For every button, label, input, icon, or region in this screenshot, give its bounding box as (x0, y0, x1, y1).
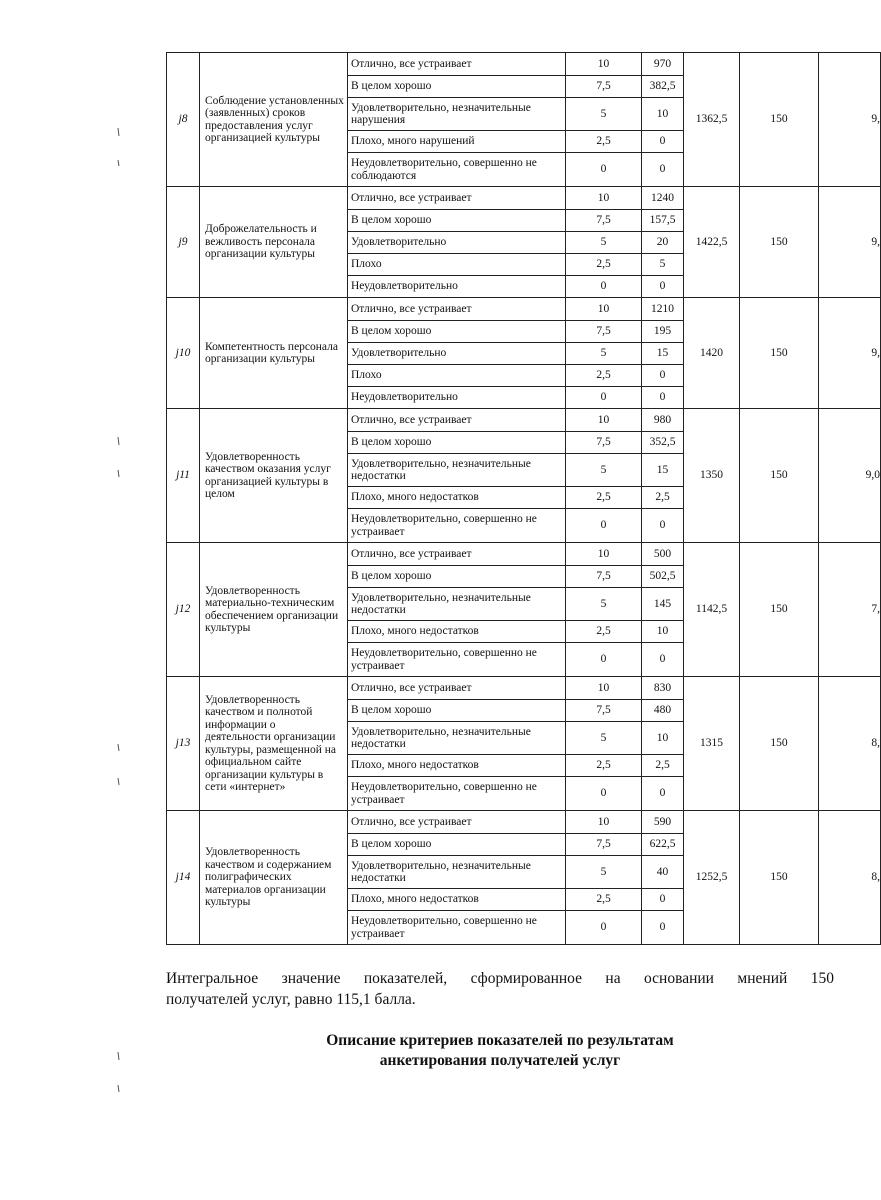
answer-value: 10 (642, 621, 684, 643)
answer-weight: 5 (566, 856, 642, 889)
answer-weight: 5 (566, 454, 642, 487)
answer-option: Неудовлетворительно, совершенно не устраивает (348, 643, 566, 677)
answer-weight: 10 (566, 298, 642, 321)
answer-value: 590 (642, 811, 684, 834)
answer-value: 0 (642, 643, 684, 677)
answer-option: Неудовлетворительно, совершенно не устраивает (348, 777, 566, 811)
indicator-id: j14 (167, 811, 200, 945)
answer-value: 15 (642, 454, 684, 487)
answer-option: Удовлетворительно, незначительные недостатки (348, 722, 566, 755)
answer-value: 830 (642, 677, 684, 700)
answer-weight: 7,5 (566, 321, 642, 343)
answer-option: Плохо, много недостатков (348, 487, 566, 509)
answer-weight: 2,5 (566, 621, 642, 643)
respondents-count: 150 (740, 53, 819, 187)
answer-option: Плохо (348, 254, 566, 276)
indicator-sum: 1350 (684, 409, 740, 543)
answer-option: Удовлетворительно, незначительные нарушения (348, 98, 566, 131)
answer-weight: 7,5 (566, 210, 642, 232)
answer-value: 195 (642, 321, 684, 343)
table-body (167, 53, 881, 945)
indicator-name: Удовлетворенность качеством и полнотой информации о деятельности организации культуры, размещенной на официальном сайте организации культуры в сети «интернет» (200, 677, 348, 811)
answer-value: 10 (642, 722, 684, 755)
indicator-average: 9, (819, 187, 881, 298)
answer-value: 0 (642, 509, 684, 543)
answer-weight: 5 (566, 343, 642, 365)
table-row (167, 677, 881, 700)
indicator-id: j12 (167, 543, 200, 677)
answer-option: Плохо, много недостатков (348, 621, 566, 643)
indicator-name: Компетентность персонала организации культуры (200, 298, 348, 409)
answer-option: В целом хорошо (348, 834, 566, 856)
answer-weight: 2,5 (566, 487, 642, 509)
answer-option: В целом хорошо (348, 76, 566, 98)
answer-value: 0 (642, 153, 684, 187)
answer-option: Плохо, много недостатков (348, 755, 566, 777)
answer-weight: 5 (566, 722, 642, 755)
answer-weight: 7,5 (566, 834, 642, 856)
table-row (167, 53, 881, 76)
answer-option: Удовлетворительно, незначительные недостатки (348, 856, 566, 889)
answer-value: 2,5 (642, 487, 684, 509)
indicator-average: 9, (819, 298, 881, 409)
answer-weight: 2,5 (566, 254, 642, 276)
indicator-sum: 1422,5 (684, 187, 740, 298)
table-row (167, 811, 881, 834)
answer-weight: 7,5 (566, 566, 642, 588)
answer-option: Плохо, много недостатков (348, 889, 566, 911)
answer-option: Неудовлетворительно, совершенно не устраивает (348, 509, 566, 543)
answer-option: Отлично, все устраивает (348, 543, 566, 566)
answer-option: Отлично, все устраивает (348, 187, 566, 210)
answer-weight: 2,5 (566, 889, 642, 911)
answer-value: 622,5 (642, 834, 684, 856)
answer-weight: 10 (566, 811, 642, 834)
indicator-name: Соблюдение установленных (заявленных) сроков предоставления услуг организацией культуры (200, 53, 348, 187)
table-row (167, 187, 881, 210)
answer-value: 1240 (642, 187, 684, 210)
answer-weight: 0 (566, 509, 642, 543)
answer-value: 0 (642, 777, 684, 811)
indicator-id: j10 (167, 298, 200, 409)
answer-option: Неудовлетворительно (348, 276, 566, 298)
answer-value: 0 (642, 131, 684, 153)
indicator-id: j9 (167, 187, 200, 298)
indicator-name: Удовлетворенность качеством оказания услуг организацией культуры в целом (200, 409, 348, 543)
answer-option: Удовлетворительно (348, 232, 566, 254)
answer-option: Неудовлетворительно (348, 387, 566, 409)
answer-value: 382,5 (642, 76, 684, 98)
respondents-count: 150 (740, 811, 819, 945)
answer-value: 10 (642, 98, 684, 131)
section-heading (166, 1031, 834, 1071)
answer-option: Отлично, все устраивает (348, 409, 566, 432)
answer-value: 502,5 (642, 566, 684, 588)
respondents-count: 150 (740, 677, 819, 811)
indicator-sum: 1362,5 (684, 53, 740, 187)
summary-line-1: Интегральное значение показателей, сформированное на основании мнений 150 (166, 970, 834, 987)
answer-value: 5 (642, 254, 684, 276)
answer-weight: 2,5 (566, 365, 642, 387)
answer-weight: 10 (566, 187, 642, 210)
answer-weight: 2,5 (566, 755, 642, 777)
indicator-average: 8, (819, 677, 881, 811)
answer-option: Удовлетворительно (348, 343, 566, 365)
indicator-sum: 1142,5 (684, 543, 740, 677)
indicator-sum: 1420 (684, 298, 740, 409)
answer-weight: 7,5 (566, 432, 642, 454)
answer-weight: 0 (566, 777, 642, 811)
indicator-name: Удовлетворенность качеством и содержанием полиграфических материалов организации культуры (200, 811, 348, 945)
table-row (167, 298, 881, 321)
answer-weight: 10 (566, 409, 642, 432)
answer-option: В целом хорошо (348, 700, 566, 722)
answer-weight: 10 (566, 543, 642, 566)
answer-weight: 7,5 (566, 76, 642, 98)
heading-line-2: анкетирования получателей услуг (379, 1052, 621, 1069)
answer-value: 0 (642, 889, 684, 911)
answer-value: 157,5 (642, 210, 684, 232)
answer-value: 0 (642, 387, 684, 409)
indicator-average: 7, (819, 543, 881, 677)
answer-value: 0 (642, 911, 684, 945)
answer-value: 500 (642, 543, 684, 566)
indicator-name: Доброжелательность и вежливость персонала организации культуры (200, 187, 348, 298)
indicator-id: j11 (167, 409, 200, 543)
summary-line-2: получателей услуг, равно 115,1 балла. (166, 991, 416, 1008)
answer-value: 20 (642, 232, 684, 254)
answer-option: Плохо (348, 365, 566, 387)
answer-option: Удовлетворительно, незначительные недостатки (348, 588, 566, 621)
indicator-name: Удовлетворенность материально-техническим обеспечением организации культуры (200, 543, 348, 677)
table-row (167, 409, 881, 432)
answer-weight: 0 (566, 276, 642, 298)
answer-option: Отлично, все устраивает (348, 811, 566, 834)
indicator-id: j13 (167, 677, 200, 811)
respondents-count: 150 (740, 187, 819, 298)
answer-weight: 5 (566, 588, 642, 621)
answer-value: 980 (642, 409, 684, 432)
answer-value: 40 (642, 856, 684, 889)
answer-option: В целом хорошо (348, 321, 566, 343)
answer-weight: 10 (566, 677, 642, 700)
answer-value: 15 (642, 343, 684, 365)
integral-summary (166, 968, 834, 1010)
respondents-count: 150 (740, 543, 819, 677)
answer-value: 0 (642, 365, 684, 387)
answer-weight: 2,5 (566, 131, 642, 153)
indicator-average: 9,0 (819, 409, 881, 543)
answer-option: В целом хорошо (348, 566, 566, 588)
indicator-sum: 1252,5 (684, 811, 740, 945)
answer-option: Отлично, все устраивает (348, 298, 566, 321)
answer-value: 145 (642, 588, 684, 621)
answer-option: Отлично, все устраивает (348, 677, 566, 700)
table-row (167, 543, 881, 566)
answer-weight: 0 (566, 153, 642, 187)
answer-value: 2,5 (642, 755, 684, 777)
indicator-sum: 1315 (684, 677, 740, 811)
survey-results-table (166, 52, 881, 945)
answer-weight: 7,5 (566, 700, 642, 722)
answer-option: Неудовлетворительно, совершенно не соблюдаются (348, 153, 566, 187)
answer-option: В целом хорошо (348, 210, 566, 232)
indicator-average: 8, (819, 811, 881, 945)
answer-value: 480 (642, 700, 684, 722)
answer-option: Отлично, все устраивает (348, 53, 566, 76)
answer-value: 1210 (642, 298, 684, 321)
answer-weight: 5 (566, 98, 642, 131)
answer-weight: 10 (566, 53, 642, 76)
respondents-count: 150 (740, 409, 819, 543)
indicator-average: 9, (819, 53, 881, 187)
heading-line-1: Описание критериев показателей по результатам (326, 1032, 674, 1049)
answer-option: В целом хорошо (348, 432, 566, 454)
answer-option: Удовлетворительно, незначительные недостатки (348, 454, 566, 487)
respondents-count: 150 (740, 298, 819, 409)
answer-weight: 0 (566, 387, 642, 409)
answer-value: 352,5 (642, 432, 684, 454)
answer-weight: 5 (566, 232, 642, 254)
indicator-id: j8 (167, 53, 200, 187)
answer-option: Плохо, много нарушений (348, 131, 566, 153)
answer-option: Неудовлетворительно, совершенно не устраивает (348, 911, 566, 945)
answer-value: 970 (642, 53, 684, 76)
answer-value: 0 (642, 276, 684, 298)
answer-weight: 0 (566, 643, 642, 677)
answer-weight: 0 (566, 911, 642, 945)
